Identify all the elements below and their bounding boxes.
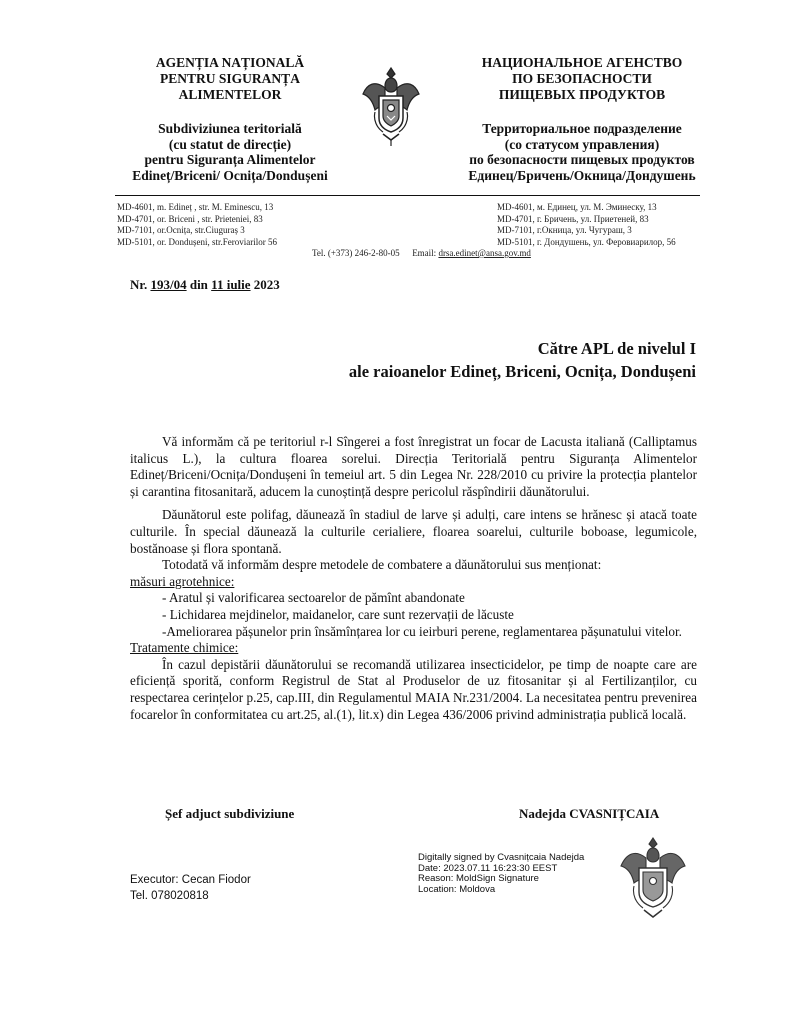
agency-line-3: ALIMENTELOR xyxy=(178,87,282,102)
address-ru-4: MD-5101, г. Дондушень, ул. Феровиарилор, 56 xyxy=(497,236,676,247)
address-ru-1: MD-4601, м. Единец, ул. М. Эминеску, 13 xyxy=(497,202,657,212)
paragraph-1: Vă informăm că pe teritoriul r-l Sîngerei a fost înregistrat un focar de Lacusta italiană (Calliptamus italicus L.), la cultura floarea sorelui. Direcția Teritorială pentru Siguranța Alimentelor Edineț/Briceni/Ocnița/Dondușeni în temeiul art. 5 din Legea Nr. 228/2010 cu privire la protecția plantelor și carantina fitosanitară, aducem la cunoștință despre pericolul răspîndirii dăunătorului. xyxy=(130,434,697,499)
agrotechnical-heading: măsuri agrotehnice: xyxy=(130,573,235,589)
paragraph-4: În cazul depistării dăunătorului se recomandă utilizarea insecticidelor, pe timp de noapte care are eficiență sporită, conform Registrul de Stat al Produselor de uz fitosanitar și al Fertilizanților, cu respectarea cerințelor p.25, cap.III, din Regulamentul MAIA Nr.231/2004. La necesitatea pentru prevenirea focarelor în conformitatea cu art.25, al.(1), lit.x) din Legea 436/2006 privind administrația publică locală. xyxy=(130,656,697,722)
subdivision-line-1: Subdiviziunea teritorială xyxy=(158,121,302,136)
subdivision-ru-line-2: (со статусом управления) xyxy=(504,136,660,152)
agro-item-1: - Aratul și valorificarea sectoarelor de pămînt abandonate xyxy=(162,590,465,606)
subdivision-name-ro xyxy=(110,121,350,183)
paragraph-2: Dăunătorul este polifag, dăunează în stadiul de larve și adulți, care intens se hrănesc și atacă toate culturile. În special dăunează la culturile cerialiere, floarea soarelui, culturile boboase, legumicole, bostănoase și flora spontană. xyxy=(130,507,697,556)
subdivision-line-3: pentru Siguranța Alimentelor xyxy=(144,152,316,167)
agency-line-2: PENTRU SIGURANȚA xyxy=(160,71,300,86)
paragraph-3: Totodată vă informăm despre metodele de combatere a dăunătorului sus menționat: xyxy=(162,557,602,573)
agro-item-2: - Lichidarea mejdinelor, maidanelor, care sunt rezervații de lăcuste xyxy=(162,606,514,622)
reference-number xyxy=(130,277,280,293)
agency-ru-line-3: ПИЩЕВЫХ ПРОДУКТОВ xyxy=(498,87,666,102)
agency-ru-line-1: НАЦИОНАЛЬНОЕ АГЕНСТВО xyxy=(481,55,683,70)
ref-number: 193/04 xyxy=(150,277,187,292)
email-label: Email: xyxy=(412,248,437,258)
subdivision-name-ru xyxy=(450,121,714,183)
subdivision-line-4: Edineț/Briceni/ Ocnița/Dondușeni xyxy=(132,167,328,183)
header-divider xyxy=(115,195,700,196)
digital-reason: Reason: MoldSign Signature xyxy=(418,873,539,885)
executor-phone: Tel. 078020818 xyxy=(130,889,209,902)
contact-line xyxy=(312,248,531,260)
addresses-ru xyxy=(497,202,676,248)
agency-name-ro xyxy=(120,55,340,103)
address-ro-1: MD-4601, m. Edineț , str. M. Eminescu, 13 xyxy=(117,202,274,212)
addressee xyxy=(349,337,696,383)
digital-date: Date: 2023.07.11 16:23:30 EEST xyxy=(418,862,558,874)
email-link[interactable]: drsa.edinet@ansa.gov.md xyxy=(438,248,531,258)
address-ru-2: MD-4701, г. Бричень, ул. Приетеней, 83 xyxy=(497,213,649,224)
addresses-ro xyxy=(117,202,277,248)
subdivision-line-2: (cu statut de direcție) xyxy=(168,136,292,152)
subdivision-ru-line-4: Единец/Бричень/Окница/Дондушень xyxy=(468,167,696,183)
chemical-heading: Tratamente chimice: xyxy=(130,640,239,656)
addressee-line-1: Către APL de nivelul I xyxy=(537,339,696,358)
contact-phone: Tel. (+373) 246-2-80-05 xyxy=(312,248,400,258)
ref-year: 2023 xyxy=(253,277,280,292)
digital-signature-info xyxy=(418,853,584,895)
address-ro-3: MD-7101, or.Ocnița, str.Ciuguraș 3 xyxy=(117,225,245,235)
agency-name-ru xyxy=(462,55,702,103)
digital-signed-by: Digitally signed by Cvasnițcaia Nadejda xyxy=(418,852,585,863)
ref-prefix: Nr. xyxy=(130,277,148,292)
ref-date: 11 iulie xyxy=(211,277,251,292)
address-ro-2: MD-4701, or. Briceni , str. Prieteniei, 83 xyxy=(117,213,263,224)
addressee-line-2: ale raioanelor Edineț, Briceni, Ocnița, Dondușeni xyxy=(348,362,696,381)
agency-ru-line-2: ПО БЕЗОПАСНОСТИ xyxy=(512,71,652,86)
ref-din: din xyxy=(189,277,208,292)
address-ro-4: MD-5101, or. Dondușeni, str.Feroviarilor 56 xyxy=(117,236,277,247)
moldova-coat-of-arms-icon xyxy=(361,66,421,148)
subdivision-ru-line-3: по безопасности пищевых продуктов xyxy=(469,152,695,167)
executor-name: Executor: Cecan Fiodor xyxy=(130,874,251,886)
executor-info xyxy=(130,873,251,904)
signatory-position: Șef adjuct subdiviziune xyxy=(165,806,295,821)
letter-body xyxy=(130,434,697,723)
signatory-name: Nadejda CVASNIȚCAIA xyxy=(519,806,660,821)
digital-location: Location: Moldova xyxy=(418,883,496,895)
address-ru-3: MD-7101, г.Окница, ул. Чугураш, 3 xyxy=(497,225,632,235)
agro-item-3: -Ameliorarea pășunelor prin însămînțarea lor cu ieirburi perene, reglamentarea pășunatului vitelor. xyxy=(162,623,682,639)
subdivision-ru-line-1: Территориальное подразделение xyxy=(482,121,682,136)
digital-signature-emblem-icon xyxy=(618,836,688,924)
agency-line-1: AGENȚIA NAȚIONALĂ xyxy=(155,55,305,70)
